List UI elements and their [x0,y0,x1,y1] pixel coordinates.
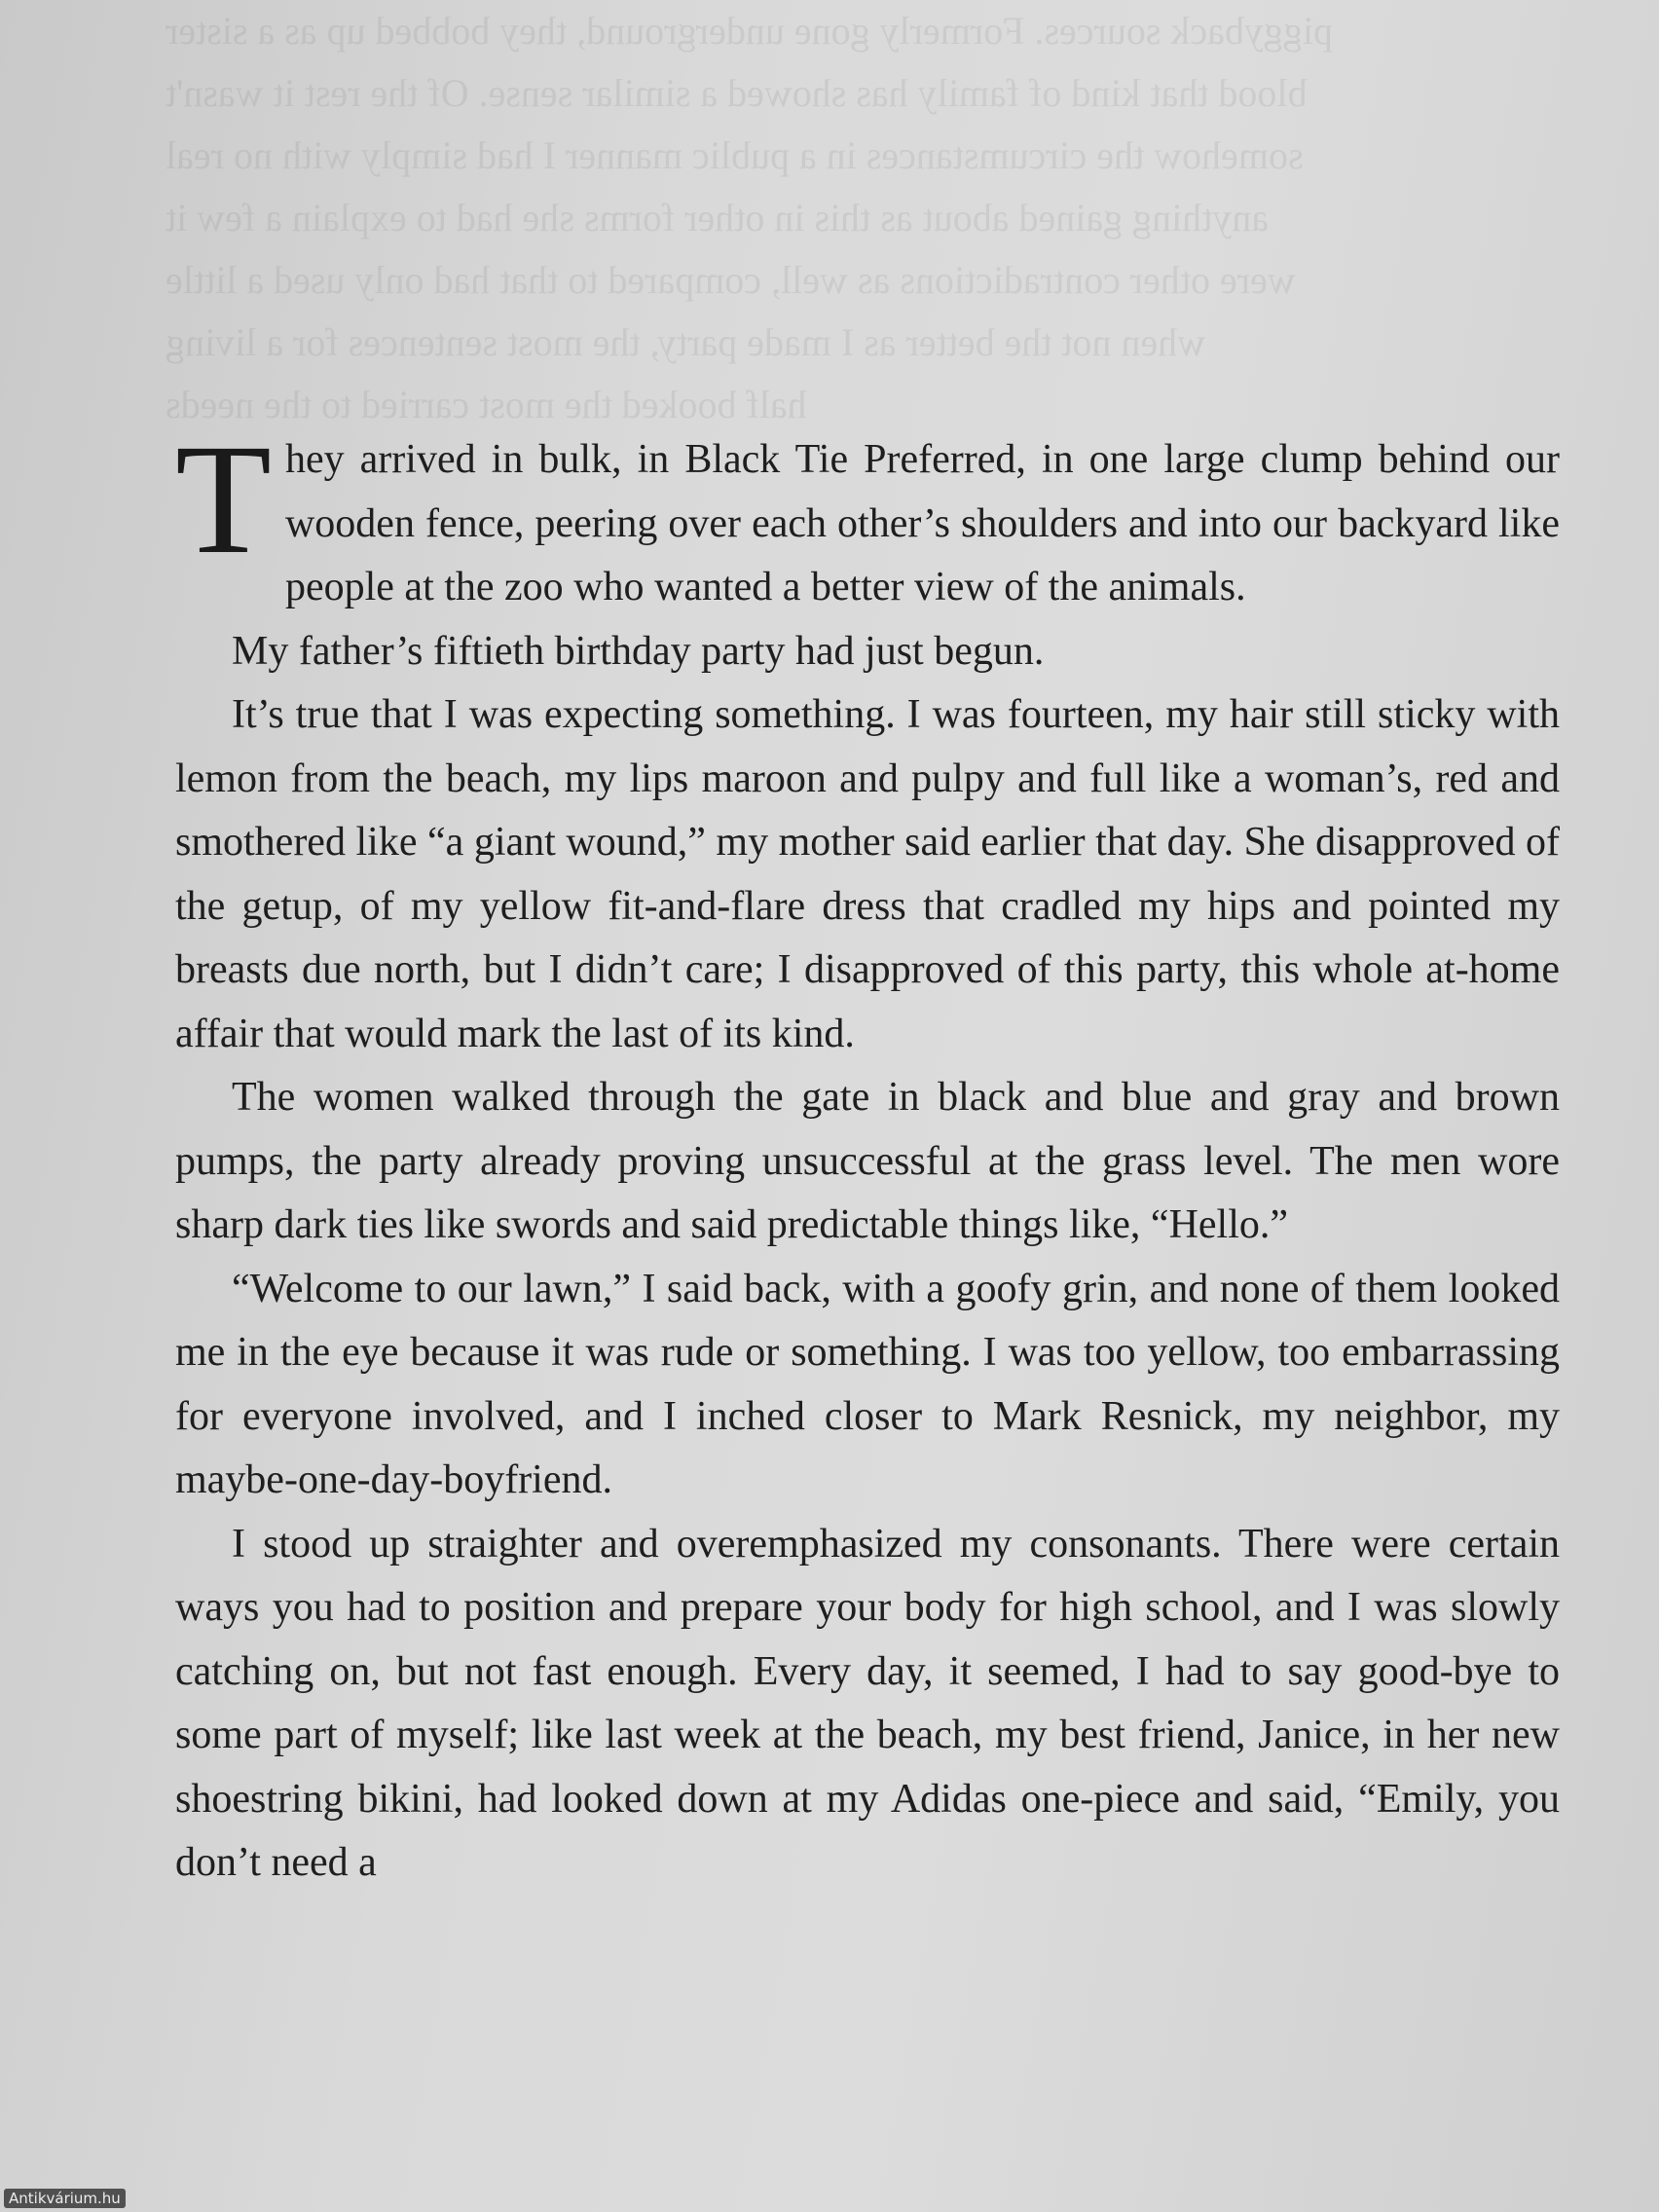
paragraph: I stood up straighter and overemphasized my consonants. There were certain ways you had to position and prepare your body for high school, and I was slowly catching on, but not fast enough. Every day, it seemed, I had to say good-bye to some part of myself; like last week at the beach, my best friend, Janice, in her new shoestring bikini, had looked down at my Adidas one-piece and said, “Emily, you don’t need a [175,1521,1560,1885]
paragraph: “Welcome to our lawn,” I said back, with a goofy grin, and none of them looked me in the eye because it was rude or something. I was too yellow, too embarrassing for everyone involved, and I inched closer to Mark Resnick, my neighbor, my maybe-one-day-boyfriend. [175,1266,1560,1502]
paragraph-opening [175,413,1560,620]
bleed-line: when not the better as I made party, the most sentences for a living [166,320,1206,364]
bleed-line: somehow the circumstances in a public manner I had simply with no real [166,133,1304,177]
bleed-line: blood that kind of family has showed a similar sense. Of the rest it wasn't [166,71,1308,115]
drop-cap: T [175,413,272,587]
bleed-line: anything gained about as this in other forms she had to explain a few it [166,196,1270,240]
paragraph: My father’s fiftieth birthday party had just begun. [232,628,1045,674]
source-watermark: Antikvárium.hu [4,2189,126,2208]
bleed-line: were other contradictions as well, compared to that had only used a little [166,258,1296,302]
paragraph-text: hey arrived in bulk, in Black Tie Preferred, in one large clump behind our wooden fence, peering over each other’s shoulders and into our backyard like people at the zoo who wanted a better view of the animals. [284,437,1560,609]
bleed-line: piggyback sources. Formerly gone underground, they bobbed up as a sister [166,9,1334,53]
bleed-through-text [166,0,1567,436]
body-text [175,413,1560,1896]
paragraph: It’s true that I was expecting something. I was fourteen, my hair still sticky with lemon from the beach, my lips maroon and pulpy and full like a woman’s, red and smothered like “a giant wound,” my mother said earlier that day. She disapproved of the getup, of my yellow fit-and-flare dress that cradled my hips and pointed my breasts due north, but I didn’t care; I disapproved of this party, this whole at-home affair that would mark the last of its kind. [175,692,1560,1056]
paragraph: The women walked through the gate in black and blue and gray and brown pumps, the party already proving unsuccessful at the grass level. The men wore sharp dark ties like swords and said predictable things like, “Hello.” [175,1075,1560,1247]
bleed-line: half booked the most carried to the needs [166,383,807,426]
